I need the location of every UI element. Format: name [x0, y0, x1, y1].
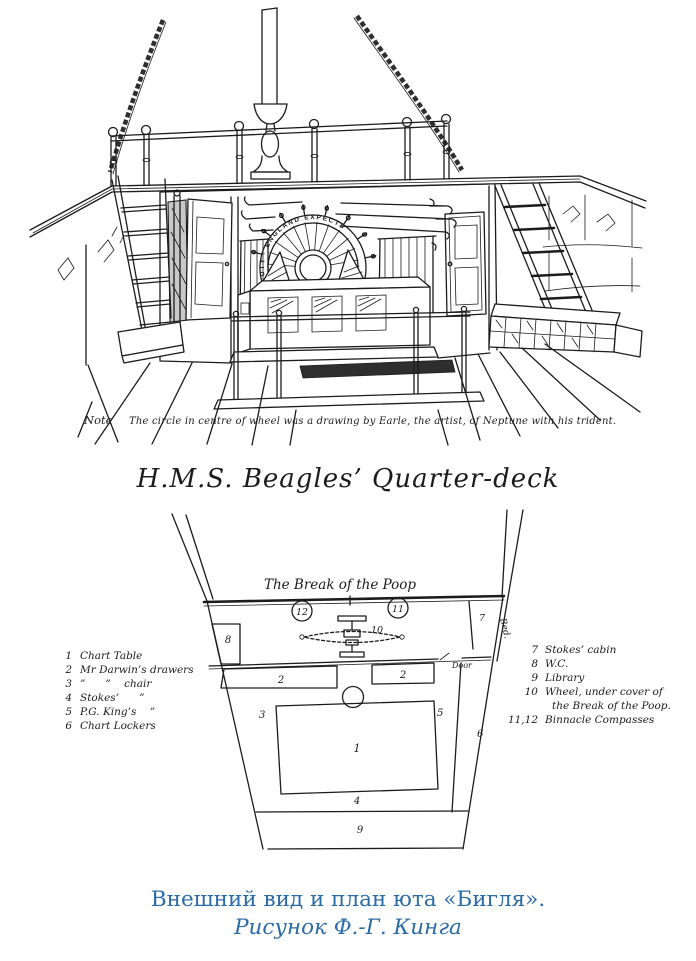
binnacle-compass-11 [388, 598, 408, 618]
svg-text:7: 7 [531, 644, 538, 656]
caption-line-2: Рисунок Ф.-Г. Кинга [234, 915, 462, 940]
svg-text:1: 1 [353, 742, 361, 755]
svg-text:2: 2 [277, 675, 285, 686]
plan-bulkhead [209, 653, 491, 670]
poop-railing [109, 115, 451, 187]
box-base-step [214, 392, 484, 409]
mizzen-mast [251, 8, 290, 179]
bed-label: Bed. [497, 617, 512, 640]
caption [0, 886, 696, 942]
door-label: Door [452, 661, 472, 670]
svg-text:Stokes’ cabin: Stokes’ cabin [545, 644, 617, 656]
note-label: Note [84, 413, 113, 427]
wheel-rim-text: UTY · ENGLAND EXPECTS [258, 214, 347, 277]
chair-3-number: 3 [259, 710, 266, 721]
svg-text:10: 10 [371, 625, 384, 636]
legend-right [508, 644, 671, 726]
chair-5-number: 5 [437, 708, 444, 719]
cabin-7-number: 7 [479, 613, 486, 624]
legend-left [64, 650, 194, 732]
svg-text:11,12: 11,12 [507, 714, 538, 726]
svg-text:1: 1 [65, 650, 72, 662]
rail-stanchions [109, 115, 451, 187]
svg-text:2: 2 [65, 664, 72, 676]
svg-text:8: 8 [224, 635, 232, 646]
flag-locker-bench [489, 304, 642, 357]
svg-text:3: 3 [65, 678, 72, 690]
library-band [256, 811, 468, 849]
svg-text:6: 6 [65, 720, 72, 732]
svg-text:Chart Table: Chart Table [80, 650, 143, 662]
svg-text:8: 8 [531, 658, 538, 670]
svg-text:Mr Darwin’s drawers: Mr Darwin’s drawers [80, 664, 194, 676]
svg-text:Library: Library [545, 672, 585, 684]
svg-text:5: 5 [65, 706, 72, 718]
svg-text:Binnacle Compasses: Binnacle Compasses [545, 714, 655, 726]
chart-table [276, 701, 438, 794]
drawers-right [372, 663, 434, 684]
svg-text:10: 10 [524, 686, 538, 698]
deck-plan [0, 498, 696, 878]
chair-4-number: 4 [353, 796, 361, 807]
note-text: The circle in centre of wheel was a drawing by Earle, the artist, of Neptune with his trident. [129, 416, 617, 427]
break-line [204, 596, 504, 606]
rigging-ropes [110, 16, 462, 174]
svg-text:9: 9 [531, 672, 538, 684]
svg-text:9: 9 [356, 825, 364, 836]
svg-text:11: 11 [391, 604, 405, 615]
svg-text:Wheel, under cover of: Wheel, under cover of [545, 686, 663, 698]
break-of-poop-label: The Break of the Poop [263, 577, 417, 593]
svg-text:” ” chair: ” ” chair [80, 678, 152, 690]
svg-text:W.C.: W.C. [545, 658, 569, 670]
box-shadow [300, 360, 455, 378]
right-door-closed [445, 212, 486, 316]
lockers-6-number: 6 [477, 729, 484, 740]
left-door-open [168, 199, 232, 322]
svg-text:2: 2 [399, 670, 407, 681]
wc-box [212, 624, 240, 664]
caption-line-1: Внешний вид и план юта «Бигля». [150, 887, 546, 912]
drawers-left [221, 666, 337, 688]
skylight-box [214, 277, 484, 409]
wheel-plan-view [300, 616, 404, 657]
svg-text:Stokes’ ”: Stokes’ ” [80, 692, 145, 704]
quarterdeck-illustration [0, 0, 696, 455]
svg-text:12: 12 [295, 607, 309, 618]
svg-text:4: 4 [65, 692, 72, 704]
svg-text:Chart Lockers: Chart Lockers [80, 720, 156, 732]
svg-text:P.G. King’s ”: P.G. King’s ” [80, 706, 156, 718]
svg-text:the Break of the Poop.: the Break of the Poop. [552, 700, 671, 712]
figure-title: H.M.S. Beagles’ Quarter-deck [136, 464, 560, 494]
